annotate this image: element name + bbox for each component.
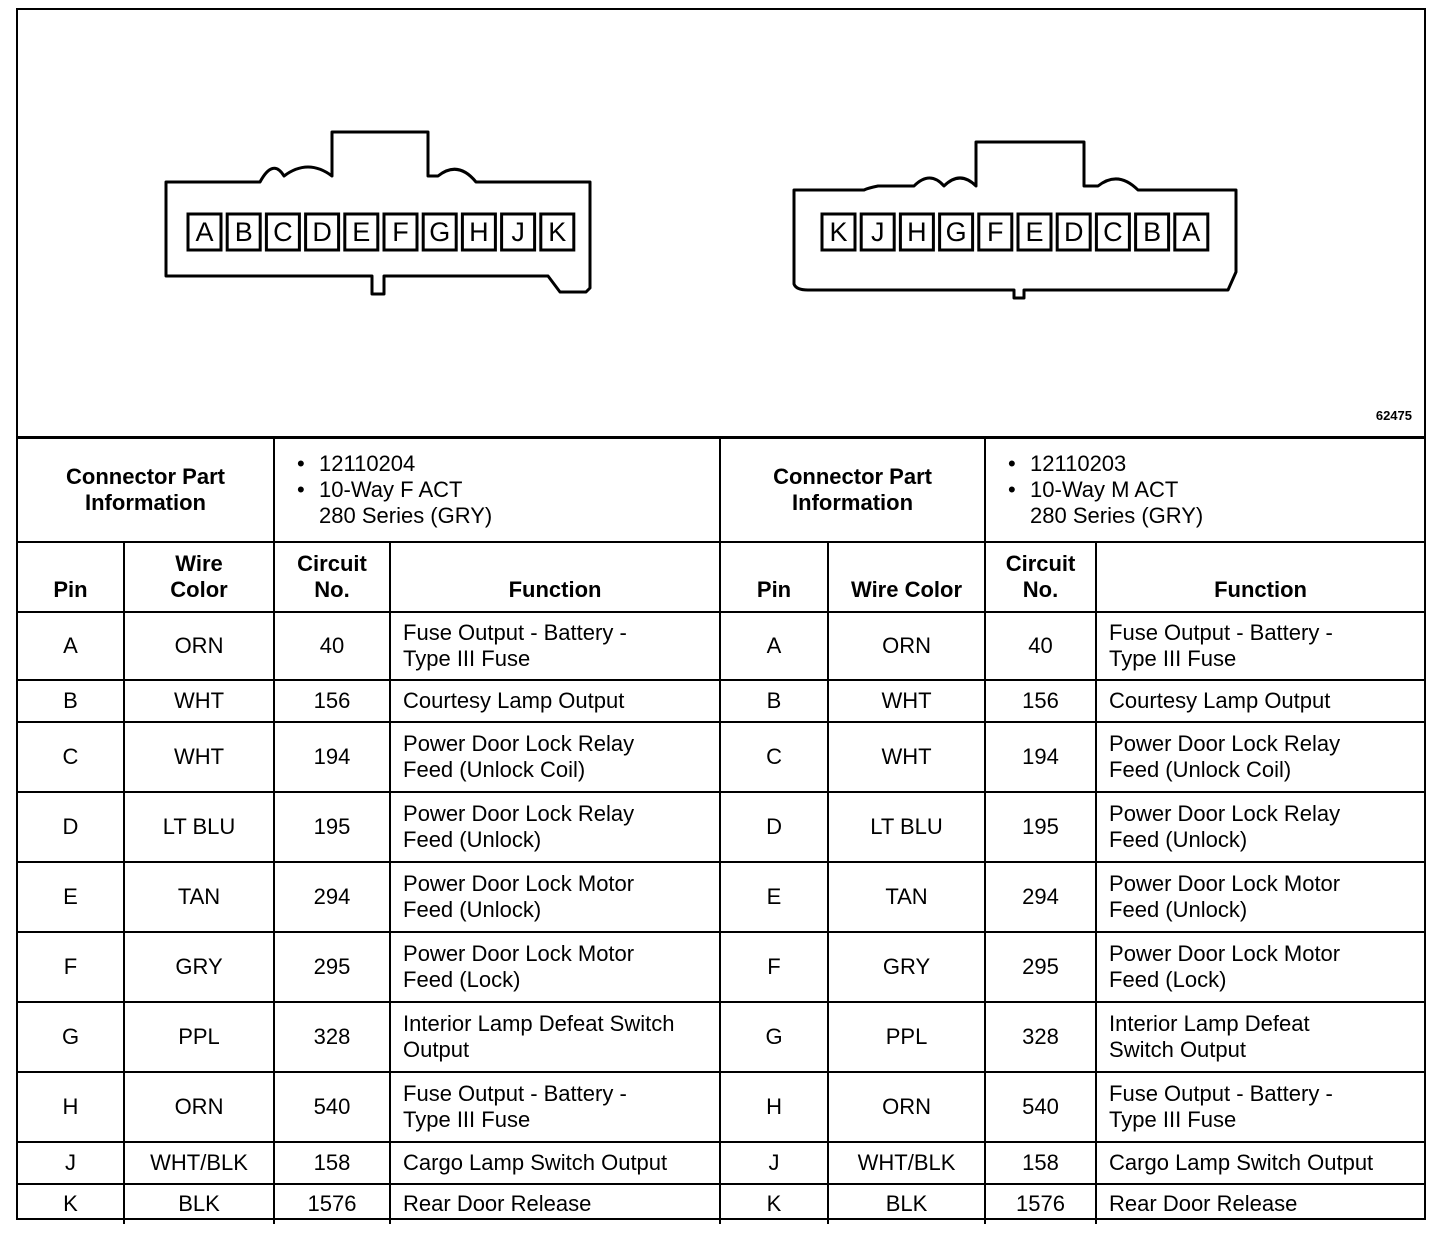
pin-cavity bbox=[1057, 214, 1090, 250]
pin-cavity bbox=[1018, 214, 1051, 250]
right-wire-color-header: Wire Color bbox=[828, 542, 985, 612]
left-pin-cell: B bbox=[18, 680, 124, 722]
function-line: Feed (Unlock Coil) bbox=[403, 756, 586, 782]
pin-letter: H bbox=[469, 217, 489, 247]
function-line: Power Door Lock Relay bbox=[403, 800, 635, 826]
right-function-cell bbox=[1096, 1072, 1424, 1142]
male-pin-row bbox=[822, 214, 1208, 250]
header-line: Circuit bbox=[297, 550, 367, 576]
pin-letter: H bbox=[907, 217, 927, 247]
left-wire-color-cell: WHT bbox=[124, 722, 274, 792]
pin-letter: G bbox=[429, 217, 451, 247]
right-pin-cell: F bbox=[720, 932, 828, 1002]
pin-cavity bbox=[861, 214, 894, 250]
function-line: Feed (Unlock Coil) bbox=[1109, 756, 1292, 782]
pin-cavity bbox=[227, 214, 260, 250]
header-line: No. bbox=[1022, 576, 1059, 602]
left-wire-color-cell: WHT bbox=[124, 680, 274, 722]
left-circuit-cell: 158 bbox=[274, 1142, 390, 1184]
pin-cavity bbox=[979, 214, 1012, 250]
pin-letter: A bbox=[1182, 217, 1201, 247]
right-pin-cell: B bbox=[720, 680, 828, 722]
right-function-cell bbox=[1096, 680, 1424, 722]
left-function-cell bbox=[390, 1072, 720, 1142]
table-row bbox=[18, 862, 1424, 932]
left-circuit-cell: 194 bbox=[274, 722, 390, 792]
table-row bbox=[18, 680, 1424, 722]
function-line: Feed (Unlock) bbox=[403, 896, 542, 922]
function-line: Power Door Lock Relay bbox=[1109, 800, 1341, 826]
function-line: Courtesy Lamp Output bbox=[403, 687, 625, 713]
left-function-cell bbox=[390, 792, 720, 862]
right-function-cell bbox=[1096, 1002, 1424, 1072]
left-wire-color-cell: BLK bbox=[124, 1184, 274, 1224]
left-circuit-cell: 40 bbox=[274, 612, 390, 680]
right-function-cell bbox=[1096, 792, 1424, 862]
left-wire-color-cell: ORN bbox=[124, 612, 274, 680]
part-info-row bbox=[18, 438, 1424, 542]
left-circuit-cell: 540 bbox=[274, 1072, 390, 1142]
right-wire-color-cell: LT BLU bbox=[828, 792, 985, 862]
pin-letter: F bbox=[392, 217, 409, 247]
part-label-line: Information bbox=[792, 489, 914, 515]
right-wire-color-cell: ORN bbox=[828, 612, 985, 680]
right-part-series: 280 Series (GRY) bbox=[1030, 502, 1204, 528]
left-function-cell bbox=[390, 722, 720, 792]
left-wire-color-cell: GRY bbox=[124, 932, 274, 1002]
pin-letter: C bbox=[273, 217, 293, 247]
part-label-line: Connector Part bbox=[773, 463, 932, 489]
function-line: Fuse Output - Battery - bbox=[1109, 619, 1333, 645]
left-circuit-cell: 156 bbox=[274, 680, 390, 722]
table-row bbox=[18, 1072, 1424, 1142]
function-line: Fuse Output - Battery - bbox=[403, 619, 627, 645]
left-circuit-cell: 195 bbox=[274, 792, 390, 862]
right-function-header: Function bbox=[1096, 542, 1424, 612]
pin-letter: B bbox=[1143, 217, 1162, 247]
function-line: Feed (Unlock) bbox=[1109, 826, 1248, 852]
pin-cavity bbox=[940, 214, 973, 250]
left-circuit-cell: 295 bbox=[274, 932, 390, 1002]
function-line: Type III Fuse bbox=[1109, 645, 1237, 671]
right-circuit-cell: 195 bbox=[985, 792, 1096, 862]
function-line: Power Door Lock Motor bbox=[1109, 940, 1341, 966]
connector-sheet bbox=[16, 8, 1426, 1220]
left-function-cell bbox=[390, 1002, 720, 1072]
header-line: Wire bbox=[175, 550, 223, 576]
right-pin-cell: C bbox=[720, 722, 828, 792]
pin-cavity bbox=[502, 214, 535, 250]
table-row bbox=[18, 612, 1424, 680]
right-circuit-cell: 158 bbox=[985, 1142, 1096, 1184]
pin-letter: F bbox=[987, 217, 1004, 247]
table-row bbox=[18, 932, 1424, 1002]
connector-diagram bbox=[18, 10, 1424, 438]
function-line: Rear Door Release bbox=[403, 1191, 592, 1216]
right-function-cell bbox=[1096, 722, 1424, 792]
left-circuit-cell: 1576 bbox=[274, 1184, 390, 1224]
function-line: Fuse Output - Battery - bbox=[1109, 1080, 1333, 1106]
pin-table bbox=[18, 436, 1424, 1224]
pin-cavity bbox=[1136, 214, 1169, 250]
header-line: Color bbox=[170, 576, 228, 602]
left-function-cell bbox=[390, 680, 720, 722]
right-wire-color-cell: WHT/BLK bbox=[828, 1142, 985, 1184]
function-line: Type III Fuse bbox=[403, 645, 531, 671]
pin-cavity bbox=[1096, 214, 1129, 250]
function-line: Power Door Lock Motor bbox=[403, 870, 635, 896]
pin-cavity bbox=[306, 214, 339, 250]
left-wire-color-cell: LT BLU bbox=[124, 792, 274, 862]
left-pin-cell: D bbox=[18, 792, 124, 862]
left-function-cell bbox=[390, 1184, 720, 1224]
left-circuit-cell: 328 bbox=[274, 1002, 390, 1072]
table-row bbox=[18, 1142, 1424, 1184]
function-line: Feed (Lock) bbox=[403, 966, 521, 992]
pin-cavity bbox=[900, 214, 933, 250]
pin-letter: D bbox=[1063, 217, 1084, 247]
function-line: Output bbox=[403, 1036, 470, 1062]
pin-letter: E bbox=[1025, 217, 1044, 247]
right-wire-color-cell: TAN bbox=[828, 862, 985, 932]
column-header-row bbox=[18, 542, 1424, 612]
left-wire-color-header bbox=[124, 542, 274, 612]
right-part-info bbox=[985, 438, 1424, 542]
pin-cavity bbox=[822, 214, 855, 250]
left-wire-color-cell: WHT/BLK bbox=[124, 1142, 274, 1184]
function-line: Power Door Lock Relay bbox=[1109, 730, 1341, 756]
left-pin-cell: F bbox=[18, 932, 124, 1002]
left-part-series: 280 Series (GRY) bbox=[319, 502, 493, 528]
right-circuit-cell: 328 bbox=[985, 1002, 1096, 1072]
left-circuit-header bbox=[274, 542, 390, 612]
right-function-cell bbox=[1096, 1184, 1424, 1224]
right-circuit-cell: 1576 bbox=[985, 1184, 1096, 1224]
function-line: Feed (Unlock) bbox=[1109, 896, 1248, 922]
part-label-line: Connector Part bbox=[66, 463, 225, 489]
connector-face-views bbox=[18, 10, 1424, 438]
function-line: Cargo Lamp Switch Output bbox=[403, 1149, 668, 1175]
pin-cavity bbox=[266, 214, 299, 250]
function-line: Power Door Lock Motor bbox=[1109, 870, 1341, 896]
right-function-cell bbox=[1096, 862, 1424, 932]
left-function-cell bbox=[390, 612, 720, 680]
left-part-info bbox=[274, 438, 720, 542]
left-wire-color-cell: PPL bbox=[124, 1002, 274, 1072]
left-function-header: Function bbox=[390, 542, 720, 612]
function-line: Interior Lamp Defeat Switch bbox=[403, 1010, 675, 1036]
right-circuit-header bbox=[985, 542, 1096, 612]
pin-letter: C bbox=[1103, 217, 1123, 247]
right-pin-cell: A bbox=[720, 612, 828, 680]
right-function-cell bbox=[1096, 612, 1424, 680]
table-row bbox=[18, 792, 1424, 862]
function-line: Type III Fuse bbox=[1109, 1106, 1237, 1132]
right-circuit-cell: 194 bbox=[985, 722, 1096, 792]
function-line: Courtesy Lamp Output bbox=[1109, 687, 1331, 713]
right-wire-color-cell: ORN bbox=[828, 1072, 985, 1142]
right-function-cell bbox=[1096, 932, 1424, 1002]
right-circuit-cell: 540 bbox=[985, 1072, 1096, 1142]
function-line: Feed (Unlock) bbox=[403, 826, 542, 852]
function-line: Type III Fuse bbox=[403, 1106, 531, 1132]
left-wire-color-cell: ORN bbox=[124, 1072, 274, 1142]
right-circuit-cell: 40 bbox=[985, 612, 1096, 680]
pin-letter: A bbox=[195, 217, 214, 247]
pin-letter: J bbox=[870, 217, 885, 247]
function-line: Rear Door Release bbox=[1109, 1191, 1298, 1216]
table-row bbox=[18, 722, 1424, 792]
pin-letter: D bbox=[312, 217, 332, 247]
left-pin-cell: K bbox=[18, 1184, 124, 1224]
left-pin-cell: H bbox=[18, 1072, 124, 1142]
function-line: Interior Lamp Defeat bbox=[1109, 1010, 1310, 1036]
right-part-label bbox=[720, 438, 985, 542]
pin-cavity bbox=[188, 214, 221, 250]
pin-cavity bbox=[345, 214, 378, 250]
right-function-cell bbox=[1096, 1142, 1424, 1184]
right-part-description: • 10-Way M ACT bbox=[1030, 477, 1424, 503]
table-row bbox=[18, 1184, 1424, 1224]
pin-letter: B bbox=[234, 217, 253, 247]
left-part-label bbox=[18, 438, 274, 542]
right-wire-color-cell: PPL bbox=[828, 1002, 985, 1072]
pin-letter: K bbox=[829, 217, 848, 247]
right-circuit-cell: 156 bbox=[985, 680, 1096, 722]
table-row bbox=[18, 1002, 1424, 1072]
left-circuit-cell: 294 bbox=[274, 862, 390, 932]
right-pin-cell: D bbox=[720, 792, 828, 862]
left-pin-header: Pin bbox=[18, 542, 124, 612]
left-pin-cell: C bbox=[18, 722, 124, 792]
right-wire-color-cell: GRY bbox=[828, 932, 985, 1002]
female-pin-row bbox=[188, 214, 574, 250]
pin-letter: G bbox=[945, 217, 967, 247]
pin-cavity bbox=[462, 214, 495, 250]
left-function-cell bbox=[390, 932, 720, 1002]
header-line: No. bbox=[314, 576, 350, 602]
left-wire-color-cell: TAN bbox=[124, 862, 274, 932]
right-pin-cell: J bbox=[720, 1142, 828, 1184]
left-part-description: • 10-Way F ACT bbox=[319, 477, 719, 503]
right-pin-cell: H bbox=[720, 1072, 828, 1142]
left-pin-cell: A bbox=[18, 612, 124, 680]
right-circuit-cell: 295 bbox=[985, 932, 1096, 1002]
function-line: Power Door Lock Motor bbox=[403, 940, 635, 966]
function-line: Switch Output bbox=[1109, 1036, 1246, 1062]
left-pin-cell: E bbox=[18, 862, 124, 932]
left-function-cell bbox=[390, 1142, 720, 1184]
pin-letter: E bbox=[352, 217, 371, 247]
pin-cavity bbox=[541, 214, 574, 250]
function-line: Fuse Output - Battery - bbox=[403, 1080, 627, 1106]
left-pin-cell: G bbox=[18, 1002, 124, 1072]
pin-letter: J bbox=[511, 217, 525, 247]
function-line: Cargo Lamp Switch Output bbox=[1109, 1149, 1374, 1175]
pin-letter: K bbox=[548, 217, 567, 247]
header-line: Circuit bbox=[1005, 550, 1076, 576]
right-pin-cell: E bbox=[720, 862, 828, 932]
right-wire-color-cell: BLK bbox=[828, 1184, 985, 1224]
left-part-number: • 12110204 bbox=[319, 451, 719, 477]
right-wire-color-cell: WHT bbox=[828, 680, 985, 722]
right-wire-color-cell: WHT bbox=[828, 722, 985, 792]
right-circuit-cell: 294 bbox=[985, 862, 1096, 932]
right-pin-header: Pin bbox=[720, 542, 828, 612]
figure-number: 62475 bbox=[1375, 408, 1412, 423]
right-pin-cell: K bbox=[720, 1184, 828, 1224]
part-label-line: Information bbox=[85, 489, 206, 515]
pin-cavity bbox=[1175, 214, 1208, 250]
left-function-cell bbox=[390, 862, 720, 932]
right-part-number: • 12110203 bbox=[1030, 451, 1424, 477]
pin-cavity bbox=[423, 214, 456, 250]
function-line: Feed (Lock) bbox=[1109, 966, 1227, 992]
right-pin-cell: G bbox=[720, 1002, 828, 1072]
function-line: Power Door Lock Relay bbox=[403, 730, 635, 756]
pin-cavity bbox=[384, 214, 417, 250]
left-pin-cell: J bbox=[18, 1142, 124, 1184]
